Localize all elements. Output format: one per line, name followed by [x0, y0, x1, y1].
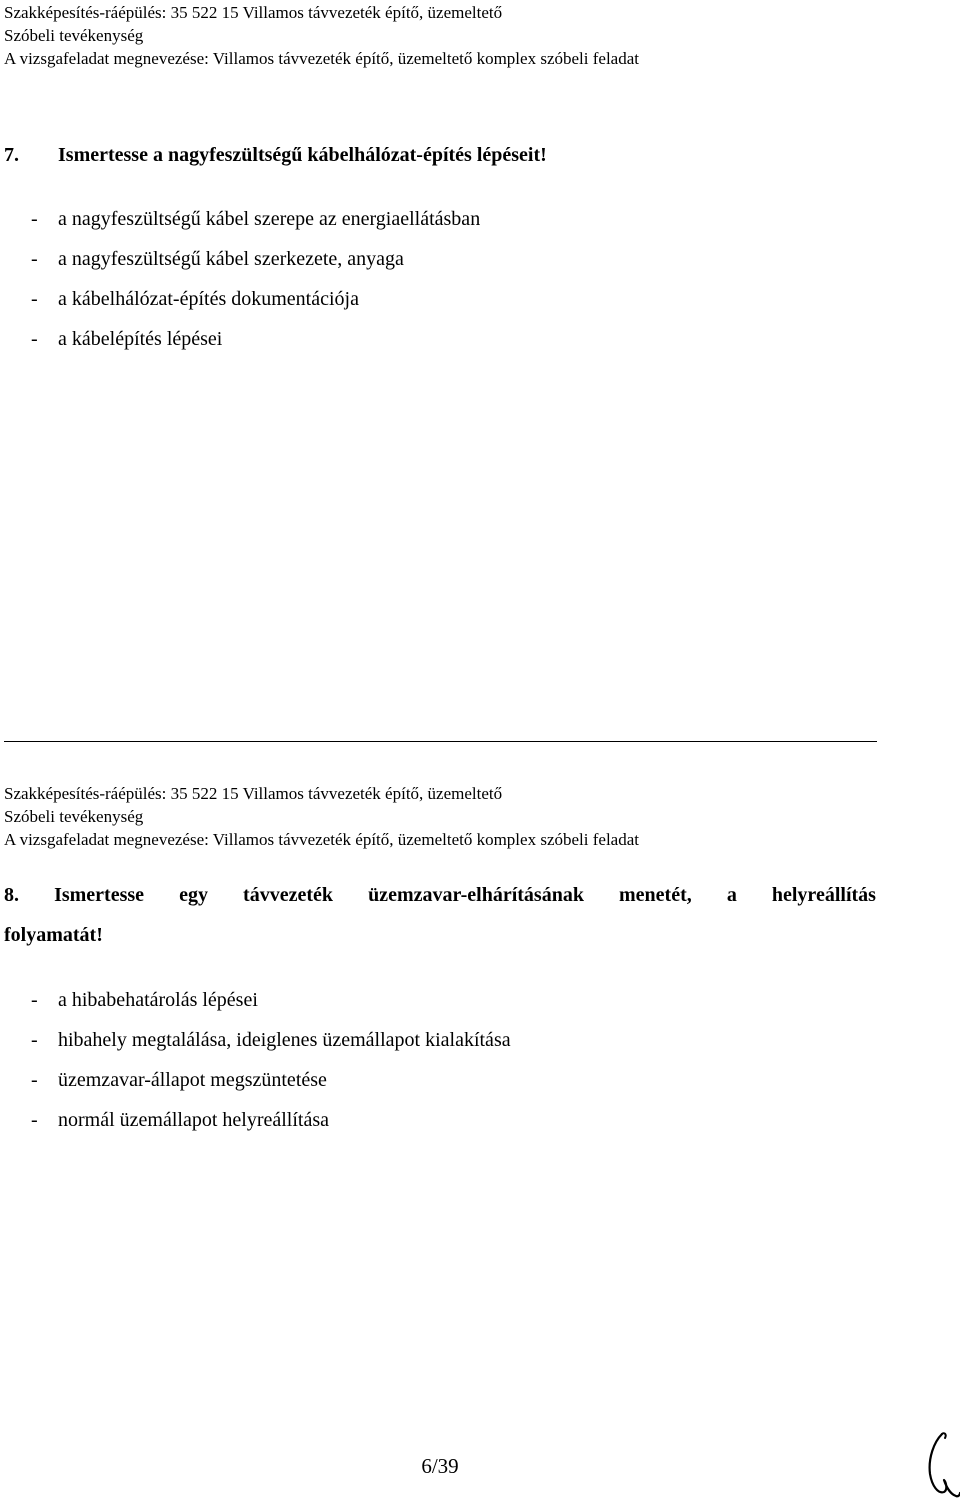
page-header	[4, 782, 639, 851]
list-item-text: hibahely megtalálása, ideiglenes üzemállapot kialakítása	[58, 1029, 511, 1051]
question-8-word: helyreállítás	[771, 884, 876, 906]
list-item-text: a hibabehatárolás lépései	[58, 989, 258, 1011]
question-7-bullet-list	[4, 199, 480, 359]
bullet-dash: -	[31, 288, 38, 310]
question-8-number: 8.	[4, 884, 19, 906]
bullet-dash: -	[31, 1029, 38, 1051]
list-item-text: a nagyfeszültségű kábel szerkezete, anyaga	[58, 248, 404, 270]
question-8-word: üzemzavar-elhárításának	[368, 884, 584, 906]
page-header	[4, 1, 639, 70]
header-qualification: Szakképesítés-ráépülés: 35 522 15 Villamos távvezeték építő, üzemeltető	[4, 784, 503, 803]
list-item-text: üzemzavar-állapot megszüntetése	[58, 1069, 327, 1091]
question-7-text: Ismertesse a nagyfeszültségű kábelhálózat-építés lépéseit!	[58, 144, 547, 166]
list-item	[4, 1060, 511, 1100]
header-qualification: Szakképesítés-ráépülés: 35 522 15 Villamos távvezeték építő, üzemeltető	[4, 3, 503, 22]
list-item-text: a nagyfeszültségű kábel szerepe az energiaellátásban	[58, 208, 481, 230]
bullet-dash: -	[31, 328, 38, 350]
question-8-word: a	[726, 884, 737, 906]
bullet-dash: -	[31, 208, 38, 230]
header-task-name: A vizsgafeladat megnevezése: Villamos távvezeték építő, üzemeltető komplex szóbeli feladat	[4, 830, 639, 849]
question-8-word: Ismertesse	[54, 884, 145, 906]
header-task-name: A vizsgafeladat megnevezése: Villamos távvezeték építő, üzemeltető komplex szóbeli feladat	[4, 49, 639, 68]
list-item	[4, 980, 511, 1020]
list-item-text: a kábelépítés lépései	[58, 328, 223, 350]
question-8-word: egy	[179, 884, 208, 906]
page-number: 6/39	[421, 1454, 459, 1478]
header-activity: Szóbeli tevékenység	[4, 807, 144, 826]
question-8-word: menetét,	[619, 884, 692, 906]
bullet-dash: -	[31, 1069, 38, 1091]
bullet-dash: -	[31, 989, 38, 1011]
bullet-dash: -	[31, 1109, 38, 1131]
question-7	[4, 135, 876, 175]
list-item	[4, 1020, 511, 1060]
list-item	[4, 239, 480, 279]
question-8-word: távvezeték	[243, 884, 333, 906]
list-item	[4, 279, 480, 319]
list-item-text: a kábelhálózat-építés dokumentációja	[58, 288, 359, 310]
list-item	[4, 319, 480, 359]
bullet-dash: -	[31, 248, 38, 270]
question-8-line-2: folyamatát!	[4, 924, 103, 946]
question-8-line-1	[4, 875, 876, 915]
signature-mark	[920, 1428, 960, 1503]
header-activity: Szóbeli tevékenység	[4, 26, 144, 45]
page-separator-line	[4, 741, 877, 742]
question-8-bullet-list	[4, 980, 511, 1140]
list-item	[4, 1100, 511, 1140]
list-item	[4, 199, 480, 239]
list-item-text: normál üzemállapot helyreállítása	[58, 1109, 329, 1131]
question-8	[4, 875, 876, 955]
question-7-number: 7.	[4, 144, 19, 166]
